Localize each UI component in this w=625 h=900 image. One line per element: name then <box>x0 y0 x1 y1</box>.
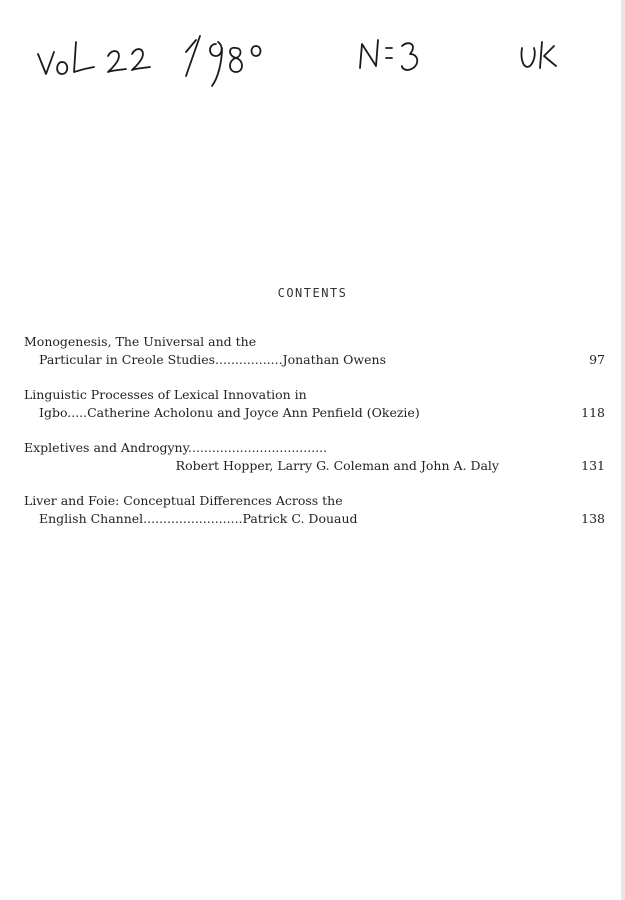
entry-title-author: English Channel.........................Patrick C. Douaud <box>39 511 358 526</box>
handwriting-drawing <box>0 18 625 98</box>
table-of-contents <box>24 333 609 545</box>
entry-page-number: 97 <box>589 352 605 367</box>
toc-entry <box>24 492 609 528</box>
entry-page-number: 118 <box>581 405 605 420</box>
entry-title: Linguistic Processes of Lexical Innovation in <box>24 387 307 402</box>
toc-entry <box>24 386 609 422</box>
toc-entry <box>24 333 609 369</box>
entry-title: Liver and Foie: Conceptual Differences Across the <box>24 493 343 508</box>
page-edge <box>621 0 625 900</box>
entry-authors: Robert Hopper, Larry G. Coleman and John A. Daly <box>175 458 499 473</box>
toc-entry <box>24 439 609 475</box>
entry-title-author: Particular in Creole Studies.................Jonathan Owens <box>39 352 386 367</box>
entry-title-author: Igbo.....Catherine Acholonu and Joyce Ann Penfield (Okezie) <box>39 405 420 420</box>
contents-heading: CONTENTS <box>277 286 348 300</box>
entry-title: Monogenesis, The Universal and the <box>24 334 257 349</box>
entry-page-number: 131 <box>581 458 605 473</box>
handwritten-annotation <box>0 18 625 98</box>
entry-title: Expletives and Androgyny................................... <box>24 440 328 455</box>
entry-page-number: 138 <box>581 511 605 526</box>
